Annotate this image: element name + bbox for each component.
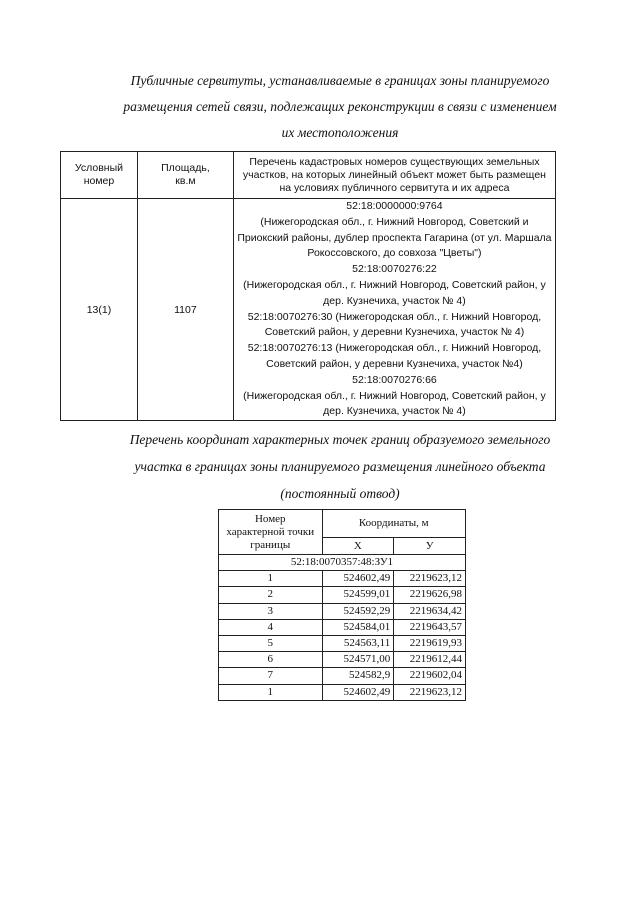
coords-title-line: (постоянный отвод) (280, 486, 400, 501)
coord-x: 524563,11 (322, 635, 394, 651)
coord-x: 524599,01 (322, 587, 394, 603)
coord-y: 2219626,98 (394, 587, 466, 603)
address-line: (Нижегородская обл., г. Нижний Новгород, Советский и (260, 215, 529, 228)
coords-row (219, 668, 466, 684)
coords-row (219, 684, 466, 700)
coord-x: 524602,49 (322, 684, 394, 700)
coord-y: 2219612,44 (394, 652, 466, 668)
address-line: 52:18:0070276:13 (Нижегородская обл., г. Нижний Новгород, (247, 342, 542, 355)
header-area: Площадь, кв.м (137, 152, 233, 199)
parcel-number: 52:18:0070357:48:ЗУ1 (219, 555, 466, 571)
coords-row (219, 571, 466, 587)
address-line: Советский район, у деревни Кузнечиха, участок № 4) (264, 326, 525, 339)
address-line: Приокский районы, дублер проспекта Гагарина (от ул. Маршала (237, 231, 552, 244)
coord-y: 2219634,42 (394, 603, 466, 619)
address-line: 52:18:0070276:30 (Нижегородская обл., г. Нижний Новгород, (247, 310, 542, 323)
easement-table (60, 151, 556, 421)
easement-title-line: Публичные сервитуты, устанавливаемые в границах зоны планируемого (130, 73, 550, 88)
coords-title-line: Перечень координат характерных точек границ образуемого земельного (129, 432, 551, 447)
address-line: (Нижегородская обл., г. Нижний Новгород, Советский район, у (243, 389, 546, 402)
coord-y: 2219602,04 (394, 668, 466, 684)
coord-x: 524602,49 (322, 571, 394, 587)
parcel-row (219, 555, 466, 571)
address-line: дер. Кузнечиха, участок № 4) (323, 294, 466, 307)
header-x: X (322, 538, 394, 555)
coords-row (219, 635, 466, 651)
header-point-number: Номер характерной точки границы (219, 510, 323, 555)
header-y: У (394, 538, 466, 555)
coords-header-row (219, 510, 466, 538)
coords-row (219, 587, 466, 603)
address-line: Рокоссовского, до совхоза "Цветы") (307, 247, 482, 260)
coord-x: 524592,29 (322, 603, 394, 619)
coord-y: 2219643,57 (394, 619, 466, 635)
address-line: 52:18:0070276:66 (352, 373, 437, 386)
coord-x: 524582,9 (322, 668, 394, 684)
easement-row (61, 199, 556, 421)
point-number: 6 (219, 652, 323, 668)
coord-y: 2219623,12 (394, 571, 466, 587)
easement-title-line: размещения сетей связи, подлежащих реконструкции в связи с изменением (123, 99, 557, 114)
point-number: 1 (219, 684, 323, 700)
address-line: 52:18:0000000:9764 (346, 200, 443, 212)
point-number: 2 (219, 587, 323, 603)
point-number: 7 (219, 668, 323, 684)
easement-header-row (61, 152, 556, 199)
address-line: (Нижегородская обл., г. Нижний Новгород, Советский район, у (243, 278, 546, 291)
coord-y: 2219623,12 (394, 684, 466, 700)
point-number: 3 (219, 603, 323, 619)
easement-addresses (233, 199, 555, 421)
address-line: дер. Кузнечиха, участок № 4) (323, 405, 466, 418)
coordinates-table (218, 509, 466, 701)
coords-row (219, 603, 466, 619)
header-conditional-number: Условный номер (61, 152, 138, 199)
coords-row (219, 619, 466, 635)
coord-y: 2219619,93 (394, 635, 466, 651)
address-line: Советский район, у деревни Кузнечиха, участок №4) (266, 357, 523, 370)
coords-title-line: участка в границах зоны планируемого размещения линейного объекта (134, 459, 546, 474)
header-cadastral-list: Перечень кадастровых номеров существующих земельных участков, на которых линейный объект может быть размещен на условиях публичного сервитута и их адреса (233, 152, 555, 199)
coord-x: 524571,00 (322, 652, 394, 668)
easement-id: 13(1) (61, 199, 138, 421)
point-number: 1 (219, 571, 323, 587)
address-line: 52:18:0070276:22 (352, 263, 437, 276)
coords-row (219, 652, 466, 668)
header-coordinates: Координаты, м (322, 510, 465, 538)
coord-x: 524584,01 (322, 619, 394, 635)
point-number: 5 (219, 635, 323, 651)
point-number: 4 (219, 619, 323, 635)
easement-title-line: их местоположения (281, 125, 399, 140)
easement-area: 1107 (137, 199, 233, 421)
